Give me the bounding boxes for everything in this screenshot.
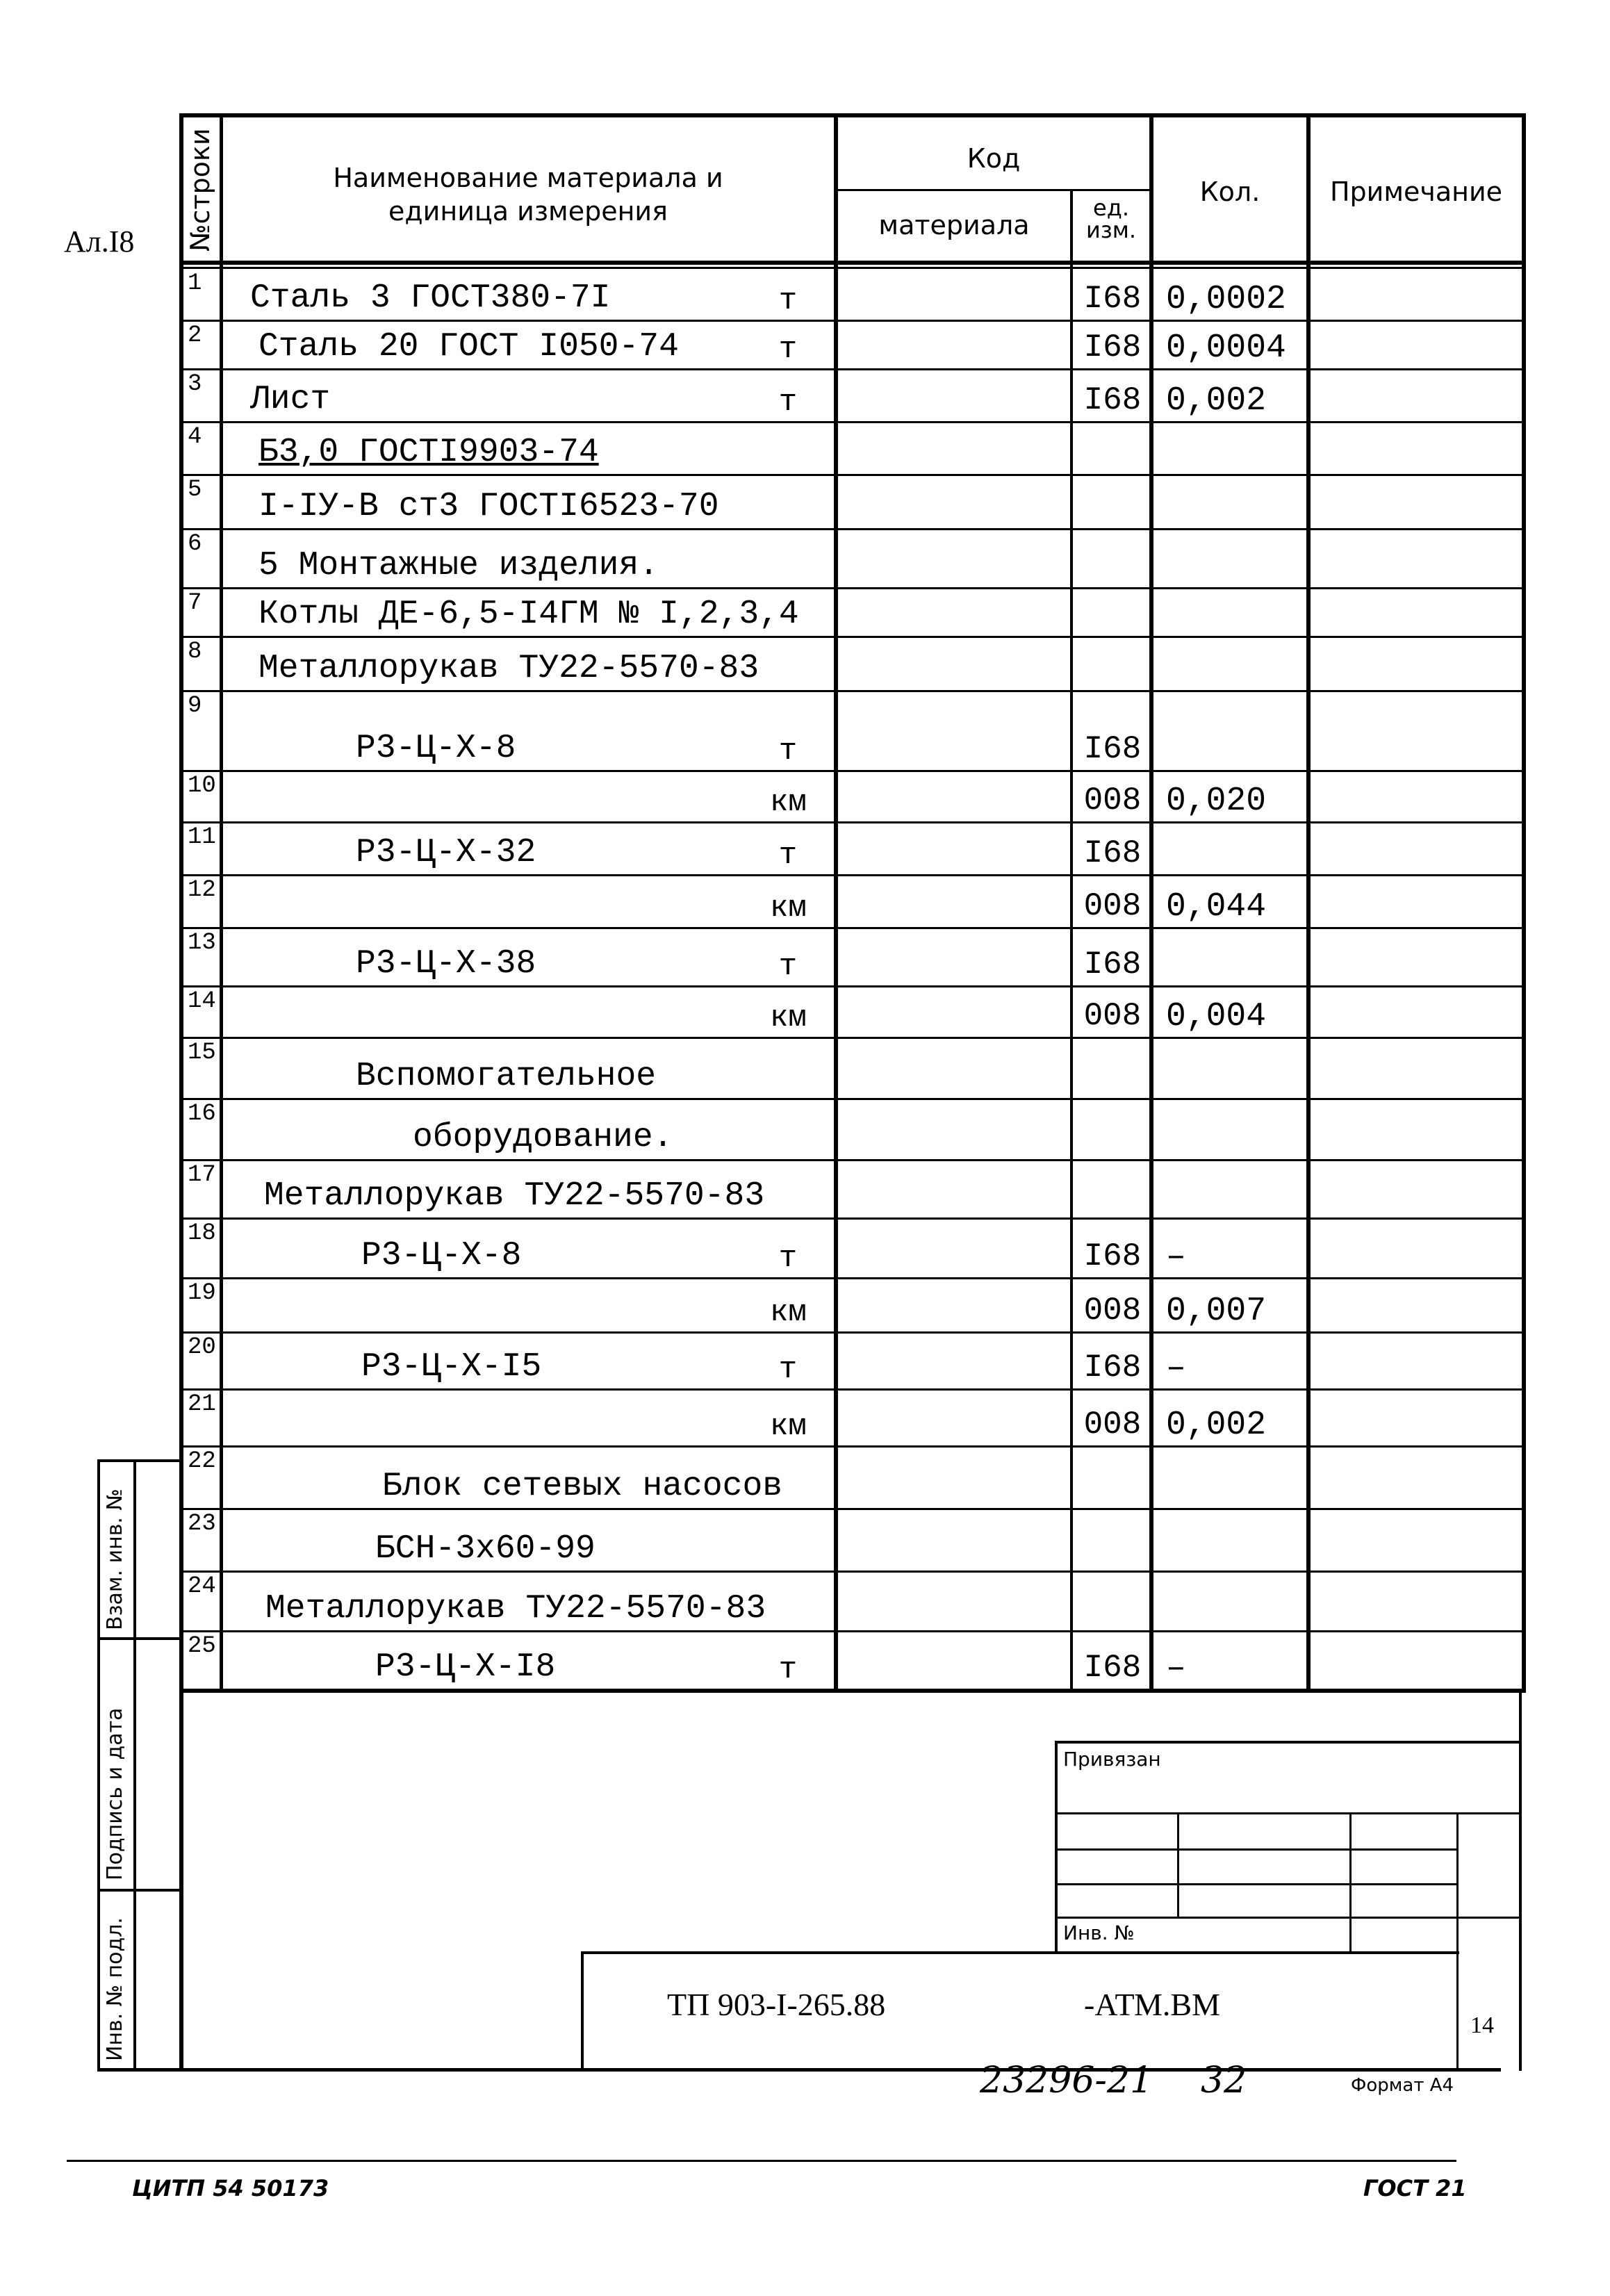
row-name: Р3-Ц-Х-32: [356, 834, 536, 871]
row-number: 8: [188, 639, 202, 665]
row-number: 7: [188, 590, 202, 616]
row-number: 17: [188, 1162, 216, 1188]
footer-left: ЦИТП 54 50173: [132, 2175, 329, 2201]
row-code: I68: [1083, 731, 1142, 767]
row-number: 12: [188, 877, 216, 903]
row-number: 14: [188, 988, 216, 1015]
row-unit: т: [778, 332, 798, 367]
row-number: 2: [188, 322, 202, 349]
row-quantity: 0,004: [1166, 998, 1267, 1035]
row-code: I68: [1083, 835, 1142, 871]
header-note: Примечание: [1329, 177, 1503, 207]
row-code: 008: [1083, 998, 1142, 1034]
stamp-privyazan: Привязан: [1063, 1748, 1161, 1771]
row-name: Сталь 3 ГОСТ380-7I: [250, 279, 611, 317]
row-number: 13: [188, 930, 216, 956]
row-code: I68: [1083, 281, 1142, 317]
row-number: 20: [188, 1334, 216, 1361]
sheet-label: Ал.I8: [64, 224, 135, 259]
row-number: 9: [188, 693, 202, 719]
row-name: I-IУ-В ст3 ГОСТI6523-70: [258, 488, 719, 525]
row-code: I68: [1083, 946, 1142, 983]
row-quantity: 0,044: [1166, 888, 1267, 926]
row-number: 22: [188, 1448, 216, 1475]
row-unit: км: [770, 785, 807, 820]
row-code: 008: [1083, 1407, 1142, 1443]
row-quantity: –: [1166, 1350, 1186, 1387]
row-code: I68: [1083, 329, 1142, 366]
row-name: Р3-Ц-Х-38: [356, 945, 536, 983]
row-quantity: –: [1166, 1650, 1186, 1687]
row-unit: т: [778, 949, 798, 984]
margin-label-podpis: Подпись и дата: [103, 1707, 127, 1880]
row-number: 5: [188, 477, 202, 503]
row-number: 24: [188, 1573, 216, 1600]
doc-code: ТП 903-I-265.88: [667, 1987, 886, 2022]
row-name: Металлорукав ТУ22-5570-83: [258, 650, 759, 687]
row-unit: км: [770, 1409, 807, 1444]
row-unit: т: [778, 734, 798, 769]
row-code: 008: [1083, 782, 1142, 819]
header-row-number: №строки: [185, 128, 215, 252]
header-name-line2: единица измерения: [388, 196, 668, 227]
header-unit-line2: изм.: [1085, 217, 1137, 243]
row-name: Р3-Ц-Х-8: [356, 730, 516, 767]
row-name: 5 Монтажные изделия.: [258, 547, 659, 584]
row-code: 008: [1083, 1293, 1142, 1329]
footer-right: ГОСТ 21: [1363, 2175, 1467, 2201]
row-name: Металлорукав ТУ22-5570-83: [265, 1590, 766, 1627]
doc-suffix: -АТМ.ВМ: [1084, 1987, 1220, 2022]
sheet-number: 14: [1470, 2012, 1494, 2038]
row-quantity: –: [1166, 1238, 1186, 1276]
row-name: Сталь 20 ГОСТ I050-74: [258, 328, 679, 366]
row-name: Котлы ДЕ-6,5-I4ГМ № I,2,3,4: [258, 596, 799, 633]
row-number: 3: [188, 371, 202, 397]
header-qty: Кол.: [1199, 177, 1260, 207]
row-code: I68: [1083, 1650, 1142, 1686]
row-unit: км: [770, 1001, 807, 1035]
row-unit: т: [778, 838, 798, 873]
row-number: 21: [188, 1391, 216, 1418]
margin-label-inv-podl: Инв. № подл.: [103, 1917, 127, 2061]
format-label: Формат А4: [1351, 2075, 1454, 2096]
row-quantity: 0,002: [1166, 382, 1267, 420]
archive-number: 23296-21: [980, 2060, 1153, 2101]
row-number: 16: [188, 1101, 216, 1127]
row-name: оборудование.: [413, 1119, 673, 1156]
row-name: Р3-Ц-Х-I8: [375, 1648, 556, 1686]
row-code: I68: [1083, 1238, 1142, 1274]
row-number: 4: [188, 424, 202, 450]
row-number: 1: [188, 270, 202, 297]
header-unit-line1: ед.: [1093, 195, 1129, 221]
row-number: 6: [188, 531, 202, 557]
row-number: 10: [188, 773, 216, 799]
row-unit: км: [770, 891, 807, 926]
row-quantity: 0,0004: [1166, 329, 1286, 367]
header-code: Код: [967, 143, 1021, 174]
header-name-line1: Наименование материала и: [333, 163, 723, 193]
row-code: 008: [1083, 888, 1142, 924]
margin-label-vzam: Взам. инв. №: [103, 1489, 127, 1630]
row-name: Б3,0 ГОСТI9903-74: [258, 434, 599, 471]
row-number: 18: [188, 1220, 216, 1247]
row-name: Металлорукав ТУ22-5570-83: [264, 1177, 765, 1215]
row-quantity: 0,007: [1166, 1293, 1267, 1330]
row-name: Блок сетевых насосов: [382, 1468, 783, 1505]
row-quantity: 0,002: [1166, 1407, 1267, 1444]
row-number: 19: [188, 1280, 216, 1306]
row-quantity: 0,0002: [1166, 281, 1286, 318]
row-unit: т: [778, 385, 798, 420]
sheet-number-handwritten: 32: [1201, 2060, 1247, 2101]
row-name: Вспомогательное: [356, 1058, 657, 1095]
row-number: 25: [188, 1633, 216, 1659]
row-quantity: 0,020: [1166, 782, 1267, 820]
row-unit: т: [778, 1241, 798, 1276]
stamp-inv-no: Инв. №: [1063, 1921, 1135, 1944]
row-name: Р3-Ц-Х-8: [361, 1237, 522, 1274]
row-number: 11: [188, 824, 216, 851]
header-material: материала: [878, 210, 1030, 240]
row-code: I68: [1083, 382, 1142, 418]
row-unit: км: [770, 1295, 807, 1330]
row-number: 23: [188, 1511, 216, 1537]
row-unit: т: [778, 1352, 798, 1387]
row-number: 15: [188, 1040, 216, 1066]
row-unit: т: [778, 1653, 798, 1687]
row-name: Лист: [250, 381, 331, 418]
row-name: Р3-Ц-Х-I5: [361, 1348, 542, 1386]
row-name: БСН-3х60-99: [375, 1530, 595, 1568]
row-code: I68: [1083, 1350, 1142, 1386]
row-unit: т: [778, 284, 798, 318]
